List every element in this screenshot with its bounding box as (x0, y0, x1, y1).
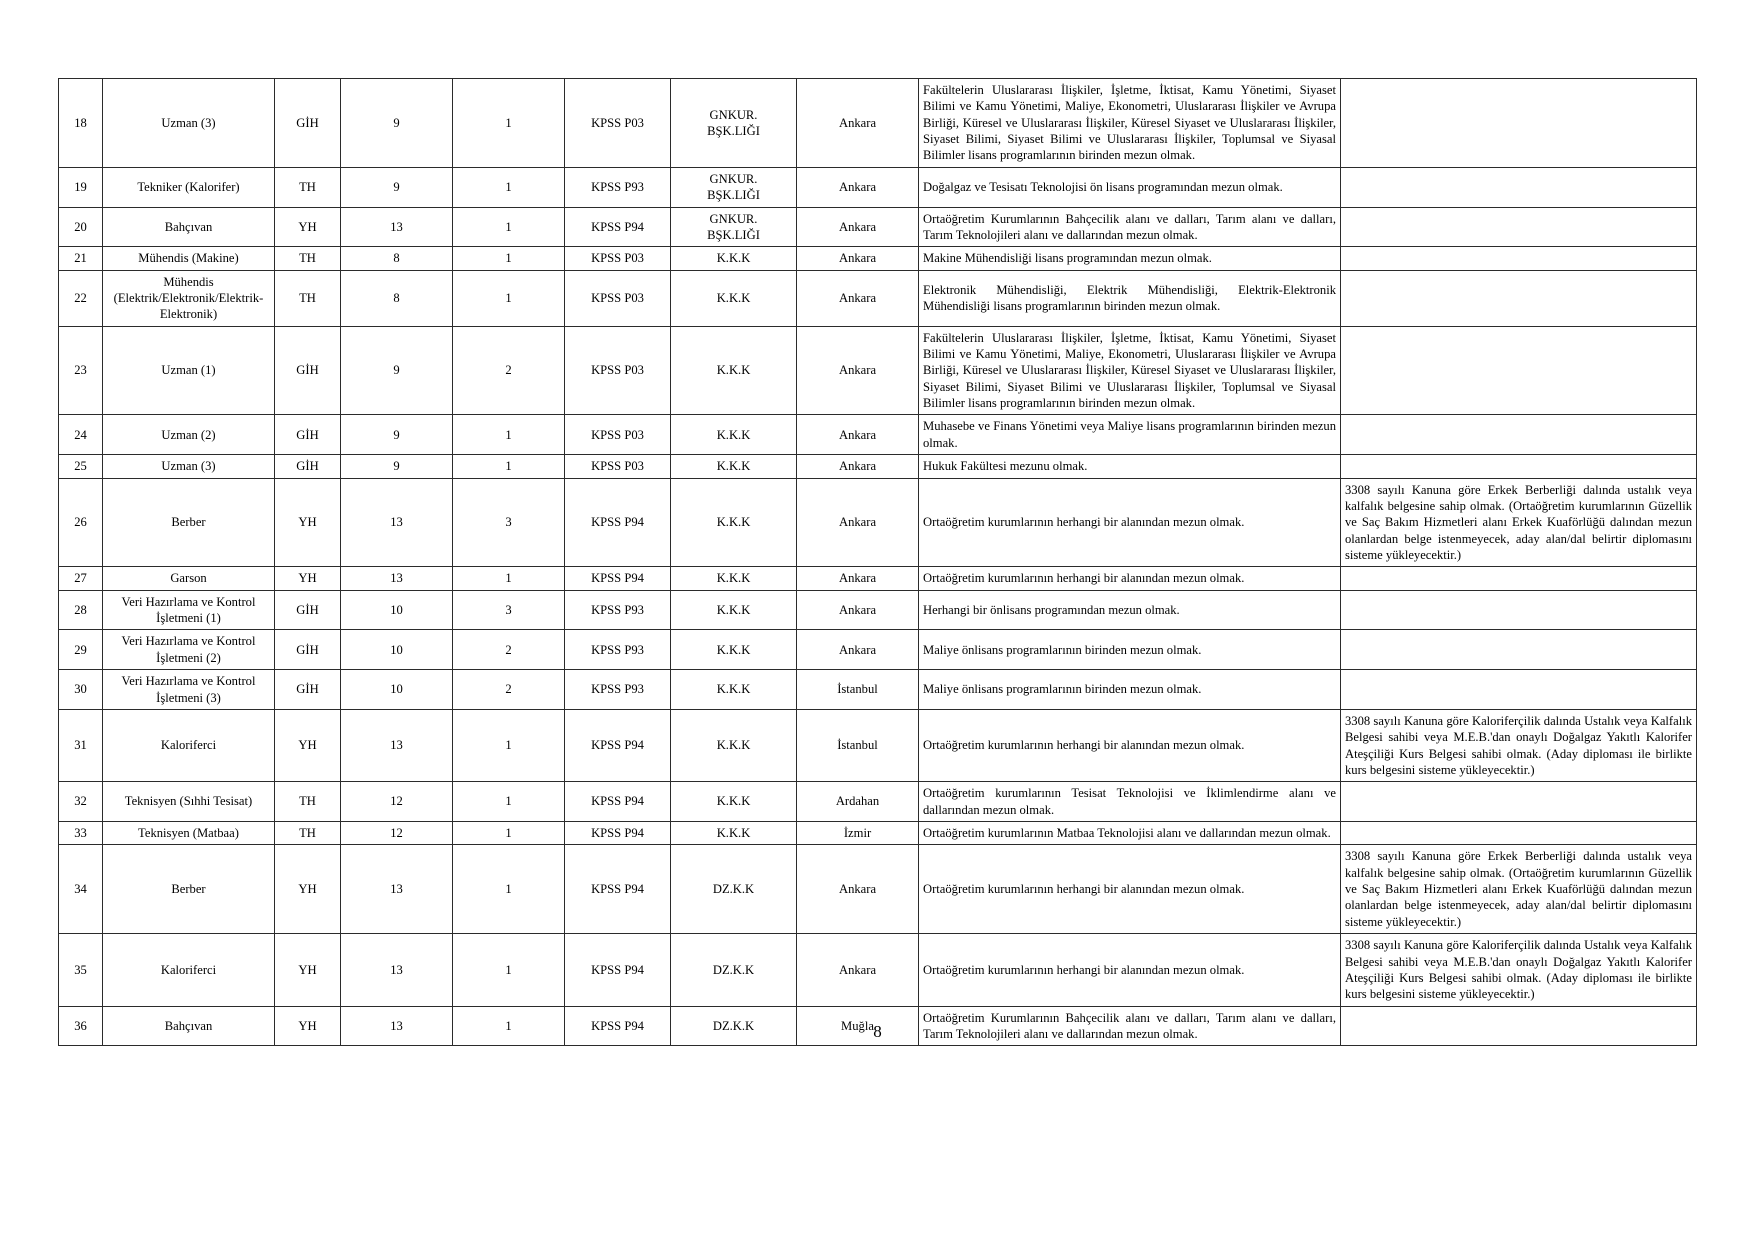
birim-line-1: K.K.K (716, 682, 751, 697)
birim-line-1: DZ.K.K (712, 882, 755, 897)
cell-puan-turu: KPSS P94 (565, 934, 671, 1006)
cell-derece: 10 (341, 630, 453, 670)
table-row (59, 167, 1697, 207)
cell-ek-aciklama (1341, 590, 1697, 630)
cell-birim (671, 822, 797, 845)
cell-yer: İstanbul (797, 670, 919, 710)
cell-derece: 9 (341, 79, 453, 168)
cell-adet: 1 (453, 1006, 565, 1046)
cell-aciklama: Ortaöğretim kurumlarının Matbaa Teknolojisi alanı ve dallarından mezun olmak. (919, 822, 1341, 845)
cell-sinif: TH (275, 822, 341, 845)
cell-sira-no: 28 (59, 590, 103, 630)
cell-birim (671, 247, 797, 270)
birim-line-1: K.K.K (716, 602, 751, 617)
cell-derece: 9 (341, 415, 453, 455)
cell-yer: Ankara (797, 207, 919, 247)
cell-derece: 10 (341, 670, 453, 710)
cell-adet: 1 (453, 845, 565, 934)
cell-sinif: YH (275, 845, 341, 934)
cell-derece: 13 (341, 478, 453, 567)
table-row (59, 415, 1697, 455)
cell-sira-no: 25 (59, 455, 103, 478)
cell-yer: Ankara (797, 167, 919, 207)
cell-yer: Ankara (797, 934, 919, 1006)
cell-unvan: Veri Hazırlama ve Kontrol İşletmeni (1) (103, 590, 275, 630)
cell-puan-turu: KPSS P94 (565, 1006, 671, 1046)
cell-adet: 1 (453, 567, 565, 590)
cell-derece: 13 (341, 709, 453, 781)
cell-birim (671, 567, 797, 590)
cell-ek-aciklama (1341, 782, 1697, 822)
cell-yer: Muğla (797, 1006, 919, 1046)
cell-aciklama: Ortaöğretim kurumlarının herhangi bir alanından mezun olmak. (919, 845, 1341, 934)
cell-sira-no: 36 (59, 1006, 103, 1046)
cell-ek-aciklama (1341, 415, 1697, 455)
cell-yer: İzmir (797, 822, 919, 845)
cell-puan-turu: KPSS P94 (565, 207, 671, 247)
table-row (59, 326, 1697, 415)
cell-puan-turu: KPSS P94 (565, 782, 671, 822)
cell-yer: Ankara (797, 567, 919, 590)
cell-sira-no: 30 (59, 670, 103, 710)
cell-adet: 1 (453, 270, 565, 326)
cell-sinif: YH (275, 1006, 341, 1046)
cell-birim (671, 167, 797, 207)
cell-sira-no: 23 (59, 326, 103, 415)
cell-sira-no: 22 (59, 270, 103, 326)
cell-yer: Ankara (797, 270, 919, 326)
cell-sira-no: 32 (59, 782, 103, 822)
cell-aciklama: Hukuk Fakültesi mezunu olmak. (919, 455, 1341, 478)
birim-line-1: K.K.K (716, 251, 751, 266)
cell-unvan: Bahçıvan (103, 1006, 275, 1046)
cell-ek-aciklama (1341, 167, 1697, 207)
cell-ek-aciklama (1341, 670, 1697, 710)
cell-puan-turu: KPSS P03 (565, 455, 671, 478)
cell-adet: 3 (453, 478, 565, 567)
cell-derece: 13 (341, 934, 453, 1006)
cell-adet: 1 (453, 247, 565, 270)
cell-derece: 13 (341, 207, 453, 247)
cell-yer: Ardahan (797, 782, 919, 822)
cell-birim (671, 79, 797, 168)
cell-yer: Ankara (797, 590, 919, 630)
cell-adet: 1 (453, 822, 565, 845)
cell-unvan: Berber (103, 845, 275, 934)
cell-unvan: Mühendis (Elektrik/Elektronik/Elektrik-Elektronik) (103, 270, 275, 326)
cell-yer: Ankara (797, 79, 919, 168)
cell-ek-aciklama (1341, 247, 1697, 270)
cell-ek-aciklama (1341, 270, 1697, 326)
cell-sinif: GİH (275, 590, 341, 630)
cell-yer: Ankara (797, 326, 919, 415)
cell-adet: 1 (453, 79, 565, 168)
table-row (59, 670, 1697, 710)
table-row (59, 478, 1697, 567)
cell-puan-turu: KPSS P94 (565, 845, 671, 934)
kadro-table (58, 78, 1697, 1046)
cell-sira-no: 31 (59, 709, 103, 781)
cell-birim (671, 670, 797, 710)
cell-aciklama: Ortaöğretim kurumlarının herhangi bir alanından mezun olmak. (919, 934, 1341, 1006)
birim-line-1: K.K.K (716, 459, 751, 474)
cell-adet: 3 (453, 590, 565, 630)
birim-line-1: DZ.K.K (712, 962, 755, 977)
cell-aciklama: Makine Mühendisliği lisans programından mezun olmak. (919, 247, 1341, 270)
table-row (59, 822, 1697, 845)
cell-adet: 1 (453, 415, 565, 455)
cell-sinif: YH (275, 567, 341, 590)
birim-line-1: GNKUR. (709, 171, 758, 186)
cell-birim (671, 782, 797, 822)
cell-sinif: GİH (275, 630, 341, 670)
cell-yer: Ankara (797, 478, 919, 567)
cell-ek-aciklama: 3308 sayılı Kanuna göre Kaloriferçilik dalında Ustalık veya Kalfalık Belgesi sahibi veya M.E.B.'dan onaylı Doğalgaz Yakıtlı Kalorifer Ateşçiliği Kurs Belgesi sahibi olmak. (Aday diploması ile birlikte kurs belgesini sisteme yükleyecektir.) (1341, 709, 1697, 781)
cell-birim (671, 709, 797, 781)
cell-birim (671, 326, 797, 415)
cell-puan-turu: KPSS P03 (565, 326, 671, 415)
cell-birim (671, 478, 797, 567)
table-row (59, 934, 1697, 1006)
cell-derece: 12 (341, 782, 453, 822)
cell-birim (671, 415, 797, 455)
cell-aciklama: Ortaöğretim kurumlarının herhangi bir alanından mezun olmak. (919, 709, 1341, 781)
cell-sira-no: 21 (59, 247, 103, 270)
cell-puan-turu: KPSS P93 (565, 630, 671, 670)
cell-adet: 1 (453, 782, 565, 822)
kadro-table-container (58, 78, 1696, 1046)
cell-sinif: TH (275, 270, 341, 326)
cell-derece: 10 (341, 590, 453, 630)
cell-yer: Ankara (797, 415, 919, 455)
cell-aciklama: Ortaöğretim kurumlarının herhangi bir alanından mezun olmak. (919, 478, 1341, 567)
birim-line-2: BŞK.LIĞI (707, 227, 760, 242)
cell-puan-turu: KPSS P94 (565, 822, 671, 845)
cell-aciklama: Ortaöğretim kurumlarının herhangi bir alanından mezun olmak. (919, 567, 1341, 590)
cell-derece: 9 (341, 455, 453, 478)
cell-derece: 8 (341, 247, 453, 270)
cell-sira-no: 20 (59, 207, 103, 247)
cell-ek-aciklama (1341, 326, 1697, 415)
cell-birim (671, 270, 797, 326)
cell-yer: İstanbul (797, 709, 919, 781)
cell-sinif: GİH (275, 326, 341, 415)
table-row (59, 630, 1697, 670)
cell-ek-aciklama (1341, 79, 1697, 168)
birim-line-2: BŞK.LIĞI (707, 123, 760, 138)
cell-puan-turu: KPSS P94 (565, 478, 671, 567)
table-row (59, 207, 1697, 247)
table-row (59, 709, 1697, 781)
cell-sinif: YH (275, 478, 341, 567)
birim-line-1: K.K.K (716, 363, 751, 378)
cell-unvan: Berber (103, 478, 275, 567)
cell-adet: 1 (453, 934, 565, 1006)
cell-sira-no: 35 (59, 934, 103, 1006)
cell-unvan: Kaloriferci (103, 709, 275, 781)
cell-unvan: Uzman (1) (103, 326, 275, 415)
cell-derece: 13 (341, 567, 453, 590)
cell-ek-aciklama (1341, 822, 1697, 845)
cell-puan-turu: KPSS P03 (565, 79, 671, 168)
table-row (59, 455, 1697, 478)
cell-aciklama: Ortaöğretim kurumlarının Tesisat Teknolojisi ve İklimlendirme alanı ve dallarından mezun olmak. (919, 782, 1341, 822)
cell-unvan: Garson (103, 567, 275, 590)
cell-yer: Ankara (797, 455, 919, 478)
cell-puan-turu: KPSS P03 (565, 415, 671, 455)
birim-line-1: K.K.K (716, 515, 751, 530)
cell-unvan: Kaloriferci (103, 934, 275, 1006)
cell-derece: 9 (341, 167, 453, 207)
cell-derece: 8 (341, 270, 453, 326)
cell-unvan: Bahçıvan (103, 207, 275, 247)
cell-ek-aciklama (1341, 630, 1697, 670)
table-row (59, 79, 1697, 168)
cell-aciklama: Ortaöğretim Kurumlarının Bahçecilik alanı ve dalları, Tarım alanı ve dalları, Tarım Teknolojileri alanı ve dallarından mezun olmak. (919, 1006, 1341, 1046)
cell-unvan: Teknisyen (Sıhhi Tesisat) (103, 782, 275, 822)
table-row (59, 782, 1697, 822)
cell-aciklama: Muhasebe ve Finans Yönetimi veya Maliye lisans programlarının birinden mezun olmak. (919, 415, 1341, 455)
cell-puan-turu: KPSS P93 (565, 590, 671, 630)
cell-ek-aciklama (1341, 207, 1697, 247)
table-row (59, 567, 1697, 590)
cell-unvan: Uzman (3) (103, 79, 275, 168)
cell-unvan: Teknisyen (Matbaa) (103, 822, 275, 845)
cell-unvan: Uzman (2) (103, 415, 275, 455)
cell-unvan: Tekniker (Kalorifer) (103, 167, 275, 207)
cell-sira-no: 27 (59, 567, 103, 590)
cell-sinif: GİH (275, 79, 341, 168)
cell-aciklama: Herhangi bir önlisans programından mezun olmak. (919, 590, 1341, 630)
cell-aciklama: Fakültelerin Uluslararası İlişkiler, İşletme, İktisat, Kamu Yönetimi, Siyaset Bilimi ve Kamu Yönetimi, Maliye, Ekonometri, Uluslararası İlişkiler ve Avrupa Birliği, Küresel ve Uluslararası İlişkiler, Küresel Siyaset ve Uluslararası İlişkiler, Siyaset Bilimi, Siyaset Bilimi ve Uluslararası İlişkiler, Toplumsal ve Siyasal Bilimler lisans programlarının birinden mezun olmak. (919, 79, 1341, 168)
cell-aciklama: Maliye önlisans programlarının birinden mezun olmak. (919, 670, 1341, 710)
birim-line-1: K.K.K (716, 427, 751, 442)
cell-birim (671, 455, 797, 478)
cell-sinif: TH (275, 782, 341, 822)
birim-line-1: K.K.K (716, 794, 751, 809)
cell-unvan: Mühendis (Makine) (103, 247, 275, 270)
birim-line-1: K.K.K (716, 738, 751, 753)
cell-derece: 13 (341, 845, 453, 934)
cell-sira-no: 18 (59, 79, 103, 168)
cell-sinif: TH (275, 167, 341, 207)
birim-line-1: GNKUR. (709, 107, 758, 122)
page-number: 8 (873, 1022, 882, 1041)
birim-line-2: BŞK.LIĞI (707, 188, 760, 203)
table-row (59, 590, 1697, 630)
cell-adet: 2 (453, 630, 565, 670)
cell-sira-no: 24 (59, 415, 103, 455)
cell-birim (671, 590, 797, 630)
cell-sira-no: 34 (59, 845, 103, 934)
cell-aciklama: Fakültelerin Uluslararası İlişkiler, İşletme, İktisat, Kamu Yönetimi, Siyaset Bilimi ve Kamu Yönetimi, Maliye, Ekonometri, Uluslararası İlişkiler ve Avrupa Birliği, Küresel ve Uluslararası İlişkiler, Küresel Siyaset ve Uluslararası İlişkiler, Siyaset Bilimi, Siyaset Bilimi ve Uluslararası İlişkiler, Toplumsal ve Siyasal Bilimler lisans programlarının birinden mezun olmak. (919, 326, 1341, 415)
cell-puan-turu: KPSS P03 (565, 270, 671, 326)
birim-line-1: DZ.K.K (712, 1018, 755, 1033)
cell-ek-aciklama: 3308 sayılı Kanuna göre Kaloriferçilik dalında Ustalık veya Kalfalık Belgesi sahibi veya M.E.B.'dan onaylı Doğalgaz Yakıtlı Kalorifer Ateşçiliği Kurs Belgesi sahibi olmak. (Aday diploması ile birlikte kurs belgesini sisteme yükleyecektir.) (1341, 934, 1697, 1006)
cell-derece: 13 (341, 1006, 453, 1046)
cell-ek-aciklama: 3308 sayılı Kanuna göre Erkek Berberliği dalında ustalık veya kalfalık belgesine sahip olmak. (Ortaöğretim kurumlarının Güzellik ve Saç Bakım Hizmetleri alanı Erkek Kuaförlüğü dalından mezun olanlardan belge istenmeyecek, aday alan/dal belirtir diplomasını sisteme yükleyecektir.) (1341, 478, 1697, 567)
cell-birim (671, 845, 797, 934)
cell-sira-no: 26 (59, 478, 103, 567)
cell-sinif: YH (275, 709, 341, 781)
cell-puan-turu: KPSS P03 (565, 247, 671, 270)
birim-line-1: K.K.K (716, 290, 751, 305)
cell-sinif: GİH (275, 670, 341, 710)
cell-adet: 2 (453, 670, 565, 710)
table-row (59, 845, 1697, 934)
cell-ek-aciklama (1341, 455, 1697, 478)
birim-line-1: GNKUR. (709, 211, 758, 226)
cell-sinif: TH (275, 247, 341, 270)
table-row (59, 270, 1697, 326)
cell-aciklama: Maliye önlisans programlarının birinden mezun olmak. (919, 630, 1341, 670)
cell-derece: 9 (341, 326, 453, 415)
cell-yer: Ankara (797, 247, 919, 270)
cell-sinif: YH (275, 934, 341, 1006)
cell-unvan: Veri Hazırlama ve Kontrol İşletmeni (2) (103, 630, 275, 670)
table-row (59, 247, 1697, 270)
cell-aciklama: Doğalgaz ve Tesisatı Teknolojisi ön lisans programından mezun olmak. (919, 167, 1341, 207)
cell-puan-turu: KPSS P94 (565, 567, 671, 590)
kadro-table-body (59, 79, 1697, 1046)
cell-birim (671, 934, 797, 1006)
birim-line-1: K.K.K (716, 571, 751, 586)
cell-derece: 12 (341, 822, 453, 845)
cell-adet: 1 (453, 709, 565, 781)
cell-sira-no: 19 (59, 167, 103, 207)
cell-puan-turu: KPSS P93 (565, 167, 671, 207)
cell-aciklama: Ortaöğretim Kurumlarının Bahçecilik alanı ve dalları, Tarım alanı ve dalları, Tarım Teknolojileri alanı ve dallarından mezun olmak. (919, 207, 1341, 247)
birim-line-1: K.K.K (716, 642, 751, 657)
cell-sinif: YH (275, 207, 341, 247)
cell-yer: Ankara (797, 845, 919, 934)
cell-adet: 1 (453, 455, 565, 478)
cell-ek-aciklama: 3308 sayılı Kanuna göre Erkek Berberliği dalında ustalık veya kalfalık belgesine sahip olmak. (Ortaöğretim kurumlarının Güzellik ve Saç Bakım Hizmetleri alanı Erkek Kuaförlüğü dalından mezun olanlardan belge istenmeyecek, aday alan/dal belirtir diplomasını sisteme yükleyecektir.) (1341, 845, 1697, 934)
cell-yer: Ankara (797, 630, 919, 670)
cell-ek-aciklama (1341, 567, 1697, 590)
cell-adet: 2 (453, 326, 565, 415)
cell-unvan: Uzman (3) (103, 455, 275, 478)
cell-puan-turu: KPSS P93 (565, 670, 671, 710)
cell-birim (671, 630, 797, 670)
cell-adet: 1 (453, 207, 565, 247)
cell-aciklama: Elektronik Mühendisliği, Elektrik Mühendisliği, Elektrik-Elektronik Mühendisliği lisans programlarının birinden mezun olmak. (919, 270, 1341, 326)
birim-line-1: K.K.K (716, 826, 751, 841)
cell-adet: 1 (453, 167, 565, 207)
cell-sira-no: 33 (59, 822, 103, 845)
cell-birim (671, 207, 797, 247)
cell-unvan: Veri Hazırlama ve Kontrol İşletmeni (3) (103, 670, 275, 710)
cell-puan-turu: KPSS P94 (565, 709, 671, 781)
cell-sira-no: 29 (59, 630, 103, 670)
cell-sinif: GİH (275, 415, 341, 455)
cell-sinif: GİH (275, 455, 341, 478)
